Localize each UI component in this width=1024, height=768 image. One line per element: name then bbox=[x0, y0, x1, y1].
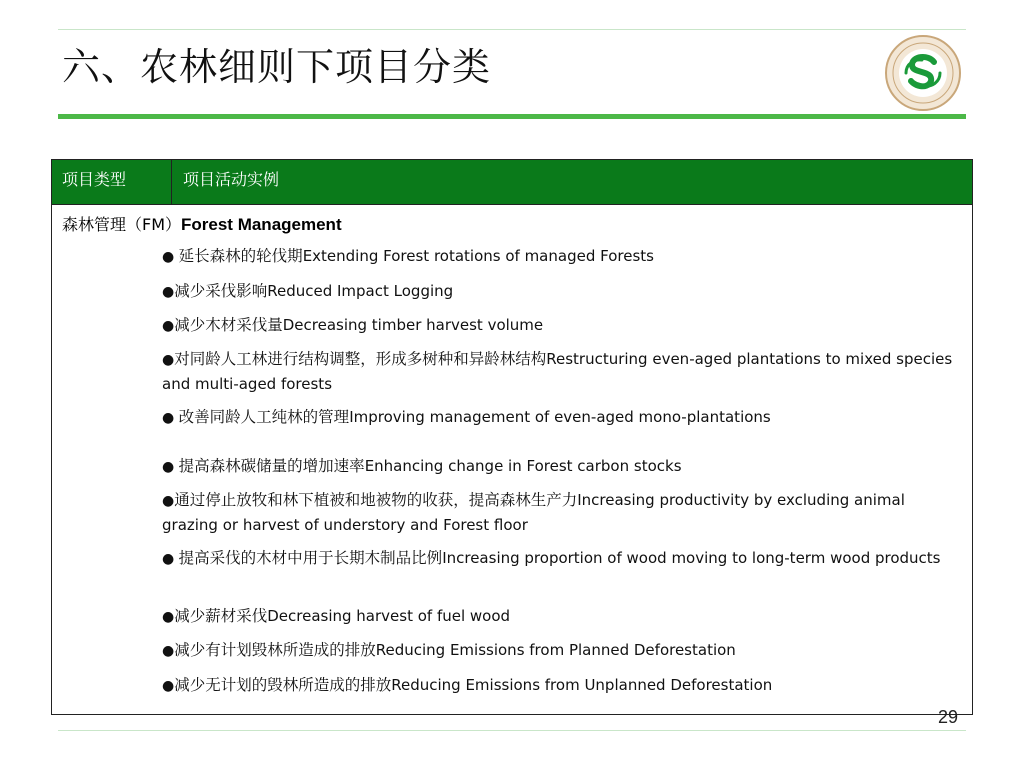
item-text-en: Enhancing change in Forest carbon stocks bbox=[364, 457, 682, 475]
item-text-en: Decreasing harvest of fuel wood bbox=[267, 607, 511, 625]
item-text-cn: 提高采伐的木材中用于长期木制品比例 bbox=[178, 549, 443, 567]
bullet-icon: ● bbox=[162, 678, 175, 694]
list-item bbox=[162, 604, 957, 629]
bullet-icon: ● bbox=[162, 249, 179, 265]
list-item bbox=[162, 279, 957, 304]
list-item bbox=[162, 488, 957, 537]
item-text-cn: 延长森林的轮伐期 bbox=[178, 247, 303, 265]
list-item bbox=[162, 638, 957, 663]
item-text-cn: 提高森林碳储量的增加速率 bbox=[178, 457, 365, 475]
bullet-icon: ● bbox=[162, 318, 175, 334]
table-header bbox=[52, 160, 972, 205]
list-item bbox=[162, 673, 957, 698]
list-item bbox=[162, 313, 957, 338]
section-title-en: Forest Management bbox=[181, 215, 342, 234]
list-item bbox=[162, 347, 957, 396]
item-text-en: Improving management of even-aged mono-plantations bbox=[349, 408, 771, 426]
item-text-en: Increasing proportion of wood moving to long-term wood products bbox=[442, 549, 941, 567]
page-number: 29 bbox=[938, 707, 959, 727]
item-text-en: Decreasing timber harvest volume bbox=[282, 316, 544, 334]
page-title: 六、农林细则下项目分类 bbox=[62, 45, 492, 89]
item-text-cn: 减少采伐影响 bbox=[174, 282, 268, 300]
bullet-icon: ● bbox=[162, 352, 175, 368]
item-text-cn: 减少无计划的毁林所造成的排放 bbox=[174, 676, 392, 694]
bullet-icon: ● bbox=[162, 459, 179, 475]
header-project-type: 项目类型 bbox=[62, 170, 127, 189]
bullet-icon: ● bbox=[162, 643, 175, 659]
institution-logo-icon bbox=[884, 34, 962, 112]
item-text-en: Reducing Emissions from Planned Deforestation bbox=[375, 641, 736, 659]
bullet-icon: ● bbox=[162, 493, 175, 509]
item-text-cn: 通过停止放牧和林下植被和地被物的收获，提高森林生产力 bbox=[174, 491, 578, 509]
item-text-en: Extending Forest rotations of managed Forests bbox=[302, 247, 654, 265]
header-divider bbox=[171, 160, 172, 204]
item-text-cn: 减少有计划毁林所造成的排放 bbox=[174, 641, 376, 659]
item-text-en: Reducing Emissions from Unplanned Deforestation bbox=[391, 676, 773, 694]
item-text-cn: 改善同龄人工纯林的管理 bbox=[178, 408, 350, 426]
bullet-icon: ● bbox=[162, 284, 175, 300]
list-item bbox=[162, 244, 957, 269]
bullet-icon: ● bbox=[162, 410, 179, 426]
list-item bbox=[162, 405, 957, 430]
bullet-icon: ● bbox=[162, 551, 179, 567]
top-divider bbox=[58, 29, 966, 30]
section-title bbox=[62, 212, 342, 235]
bullet-icon: ● bbox=[162, 609, 175, 625]
project-table bbox=[51, 159, 973, 715]
list-item bbox=[162, 546, 957, 571]
section-title-cn: 森林管理（FM） bbox=[62, 215, 182, 234]
title-accent-bar bbox=[58, 114, 966, 119]
header-activity-examples: 项目活动实例 bbox=[183, 170, 280, 189]
item-text-en: Restructuring even-aged plantations to mixed species and multi-aged forests bbox=[162, 350, 953, 393]
bottom-divider bbox=[58, 730, 966, 731]
item-text-cn: 对同龄人工林进行结构调整，形成多树种和异龄林结构 bbox=[174, 350, 547, 368]
item-text-cn: 减少薪材采伐 bbox=[174, 607, 268, 625]
list-item bbox=[162, 454, 957, 479]
item-text-en: Increasing productivity by excluding animal grazing or harvest of understory and Forest floor bbox=[162, 491, 905, 534]
item-text-en: Reduced Impact Logging bbox=[267, 282, 454, 300]
item-text-cn: 减少木材采伐量 bbox=[174, 316, 283, 334]
